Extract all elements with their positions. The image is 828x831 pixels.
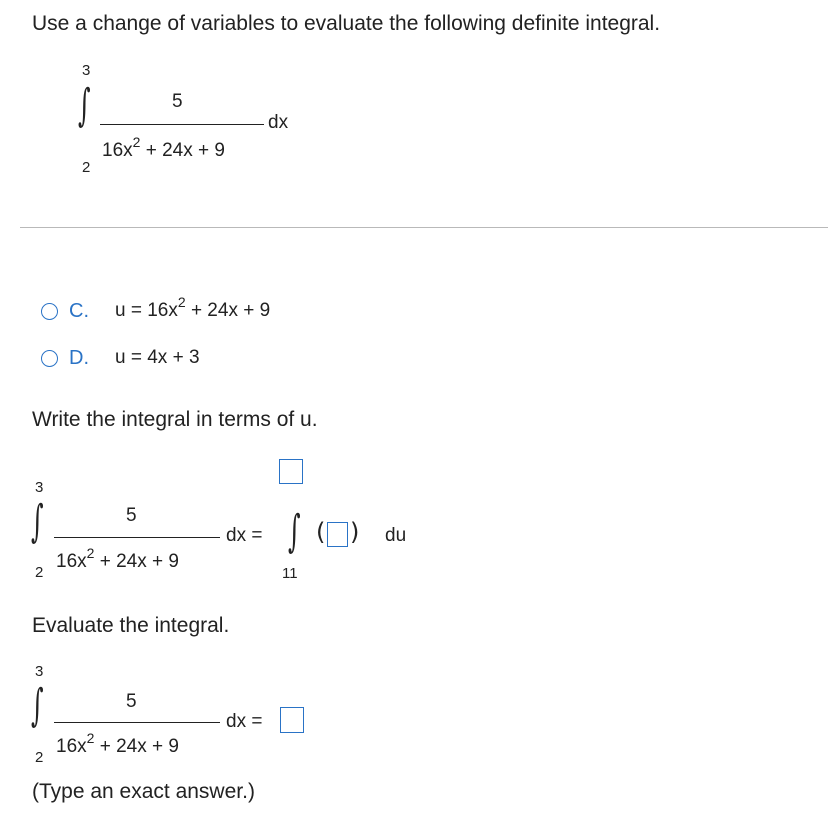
step2-lower-limit: 2 <box>35 749 44 766</box>
instruction-text: Use a change of variables to evaluate the following definite integral. <box>32 12 661 35</box>
step2-prompt: Evaluate the integral. <box>32 614 230 637</box>
step1-exponent: 2 <box>86 545 95 561</box>
step1-upper-limit: 3 <box>35 479 44 496</box>
option-d-expression: u = 4x + 3 <box>115 347 200 368</box>
step1-denominator-suffix: + 24x + 9 <box>99 551 179 572</box>
integrand-input[interactable] <box>327 522 348 547</box>
option-c-suffix: + 24x + 9 <box>190 300 271 321</box>
radio-d[interactable] <box>41 350 58 367</box>
radio-c[interactable] <box>41 303 58 320</box>
lower-u-limit: 11 <box>282 565 298 582</box>
upper-u-limit-input[interactable] <box>279 459 303 484</box>
step2-equals: dx = <box>226 711 263 732</box>
fraction-bar <box>100 124 264 125</box>
step2-fraction-bar <box>54 722 220 723</box>
denominator-prefix: 16x <box>102 140 133 161</box>
open-paren: ( <box>316 518 326 546</box>
step2-upper-limit: 3 <box>35 663 44 680</box>
numerator: 5 <box>172 91 183 112</box>
step1-denominator-prefix: 16x <box>56 551 87 572</box>
step2-denominator <box>56 730 179 757</box>
u-integral-sign: ∫ <box>288 506 301 557</box>
lower-limit: 2 <box>82 159 91 176</box>
option-d-letter: D. <box>69 347 89 369</box>
option-c-prefix: u = 16x <box>115 300 178 321</box>
option-c-exponent: 2 <box>177 294 186 310</box>
step2-exponent: 2 <box>86 730 95 746</box>
step2-denominator-prefix: 16x <box>56 736 87 757</box>
option-c-letter: C. <box>69 300 89 322</box>
step1-integral-sign: ∫ <box>31 496 44 547</box>
close-paren: ) <box>350 518 360 546</box>
exponent: 2 <box>132 134 141 150</box>
step1-denominator <box>56 545 179 572</box>
denominator <box>102 134 225 161</box>
du-label: du <box>385 525 407 546</box>
step1-lower-limit: 2 <box>35 564 44 581</box>
step1-fraction-bar <box>54 537 220 538</box>
option-c-expression <box>115 294 271 321</box>
step1-prompt: Write the integral in terms of u. <box>32 408 318 431</box>
differential: dx <box>268 112 289 133</box>
step1-equals: dx = <box>226 525 263 546</box>
denominator-suffix: + 24x + 9 <box>145 140 225 161</box>
answer-input[interactable] <box>280 707 304 733</box>
upper-limit: 3 <box>82 62 91 79</box>
step2-numerator: 5 <box>126 691 137 712</box>
step2-integral-sign: ∫ <box>31 680 44 731</box>
answer-hint: (Type an exact answer.) <box>32 780 255 803</box>
divider <box>20 227 828 228</box>
step2-denominator-suffix: + 24x + 9 <box>99 736 179 757</box>
step1-numerator: 5 <box>126 505 137 526</box>
integral-sign: ∫ <box>78 80 91 131</box>
